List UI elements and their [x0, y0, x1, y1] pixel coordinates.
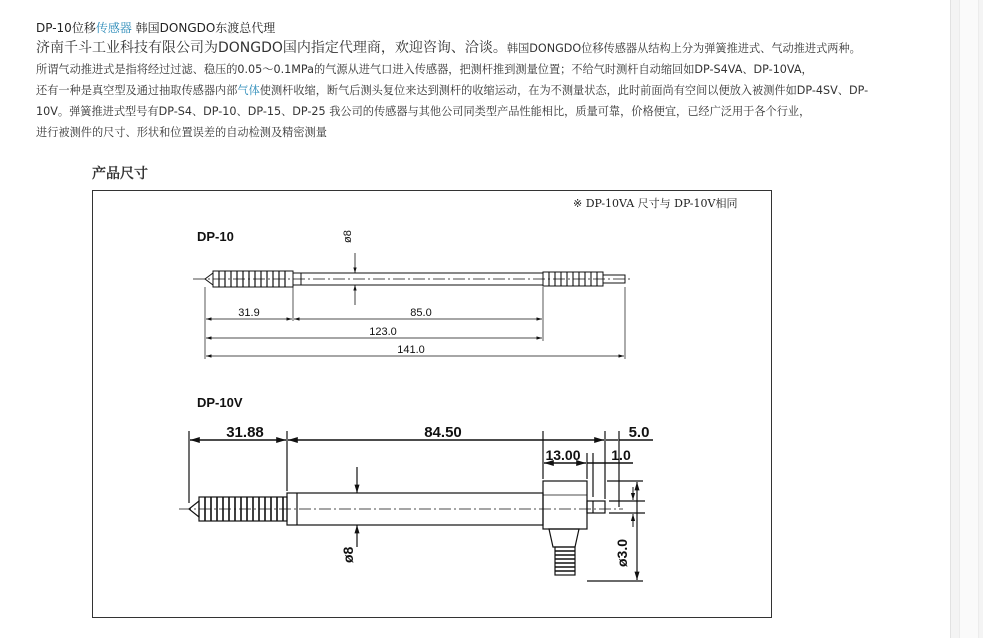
dp10-dim-a: 31.9	[238, 307, 260, 319]
title-sensor-link[interactable]: 传感器	[95, 21, 132, 35]
para-line1: 韩国DONGDO位移传感器从结构上分为弹簧推进式、气动推进式两种。	[506, 42, 861, 55]
dp10v-sensor-body	[189, 481, 605, 575]
lead-text: 济南千斗工业科技有限公司为DONGDO国内指定代理商，欢迎咨询、洽谈。	[36, 40, 507, 56]
right-scroll-panel[interactable]	[950, 0, 983, 638]
para-line4: 10V。弹簧推进式型号有DP-S4、DP-10、DP-15、DP-25 我公司的传感器与其他公司同类型产品性能相比，质量可靠，价格便宜，已经广泛用于各个行业，	[36, 105, 811, 118]
dp10v-dim-d: 13.00	[545, 447, 581, 463]
dp10-diameter-text: ø8	[342, 230, 354, 243]
drawing-svg	[93, 191, 771, 617]
section-title-dimensions: 产品尺寸	[92, 166, 148, 182]
description-paragraph	[36, 38, 936, 143]
dp10-dim-b: 85.0	[410, 307, 432, 319]
dp10v-dim-b: 84.50	[424, 424, 462, 441]
para-line3-a: 还有一种是真空型及通过抽取传感器内部	[36, 84, 238, 97]
drawing-note: ※ DP-10VA 尺寸与 DP-10V相同	[573, 197, 738, 210]
dp10v-diameter-small: ø3.0	[614, 538, 630, 567]
dp10v-dim-e: 1.0	[611, 447, 631, 463]
dp10-label: DP-10	[197, 229, 234, 244]
title-model: DP-10位移	[36, 21, 96, 35]
para-line5: 进行被测件的尺寸、形状和位置误差的自动检测及精密测量	[36, 126, 327, 139]
gas-link[interactable]: 气体	[237, 84, 260, 97]
para-line3-b: 使测杆收缩，断气后测头复位来达到测杆的收缩运动，在为不测量状态，此时前面尚有空间以便放入被测件如DP-4SV、DP-	[259, 84, 869, 97]
dp10v-dim-a: 31.88	[226, 424, 264, 441]
title-rest: 韩国DONGDO东渡总代理	[131, 21, 276, 35]
dimension-drawing	[92, 190, 772, 618]
scroll-track[interactable]	[959, 0, 979, 638]
dp10-dim-d: 141.0	[397, 344, 425, 356]
dp10-dim-c: 123.0	[369, 326, 397, 338]
para-line2: 所谓气动推进式是指将经过过滤、稳压的0.05～0.1MPa的气源从进气口进入传感器，把测杆推到测量位置；不给气时测杆自动缩回如DP-S4VA、DP-10VA，	[36, 63, 813, 76]
dp10v-diameter: ø8	[340, 546, 356, 563]
article-title	[36, 19, 275, 36]
dp10v-dim-c: 5.0	[628, 424, 650, 441]
dp10v-label: DP-10V	[197, 395, 243, 410]
